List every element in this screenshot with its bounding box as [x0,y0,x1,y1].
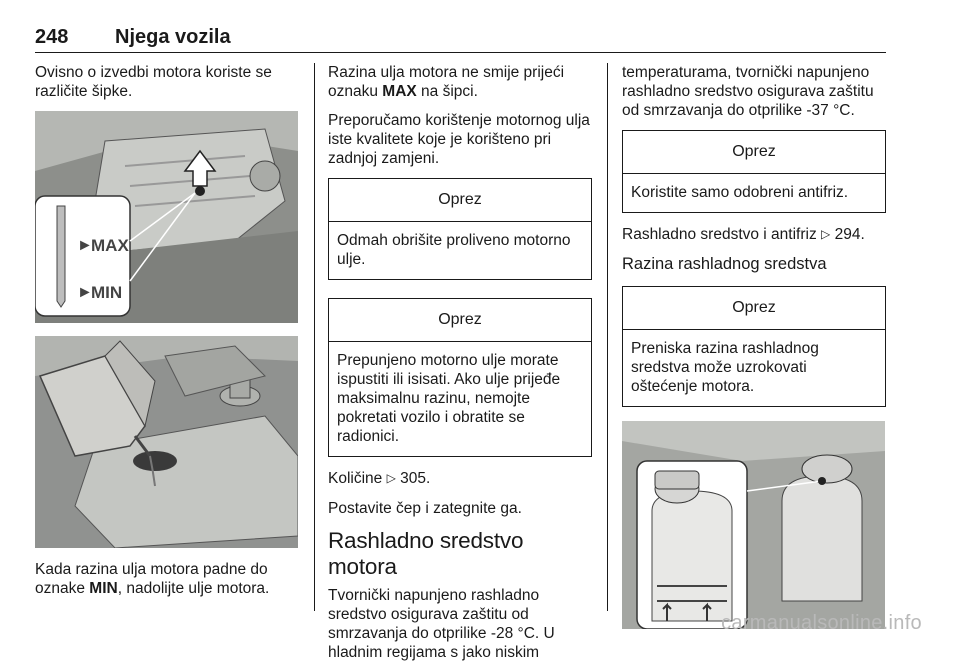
caution-body: Koristite samo odobreni antifriz. [631,184,849,201]
svg-text:►: ► [77,284,93,301]
column-divider-1 [314,63,315,611]
arrow-triangle-icon: ▷ [386,471,396,485]
caution-title: Oprez [623,131,885,174]
caution-box-antifreeze [622,130,886,213]
coolant-paragraph: Tvornički napunjeno rashladno sredstvo osigurava zaštitu od smrzavanja do otprilike -28 °C. U hladnim regijama s jako niskim [328,587,555,661]
subheading-coolant-level: Razina rashladnog sredstva [622,255,827,273]
continued-paragraph: temperaturama, tvornički napunjeno rashladno sredstvo osigurava zaštitu od smrzavanja do otprilike -37 °C. [622,64,874,119]
antifreeze-reference: Rashladno sredstvo i antifriz ▷ 294. [622,226,865,243]
refill-caption: Kada razina ulja motora padne do oznake MIN, nadolijte ulje motora. [35,561,270,597]
column-2 [328,63,592,672]
chapter-title: Njega vozila [115,26,231,48]
dipstick-engine-photo [35,111,298,323]
coolant-reservoir-photo [622,421,885,629]
column-3 [622,63,886,629]
quantities-page-link[interactable]: 305. [400,470,431,487]
cap-instruction: Postavite čep i zategnite ga. [328,500,522,517]
caution-body: Odmah obrišite proliveno motorno ulje. [337,232,571,268]
column-divider-2 [607,63,608,611]
recommend-paragraph: Preporučamo korištenje motornog ulja iste kvalitete koje je korišteno pri zadnjoj zamjeni. [328,112,590,167]
caution-body: Prepunjeno motorno ulje morate ispustiti ili isisati. Ako ulje prijeđe maksimalnu razinu, nemojte pokretati vozilo i obratite se radionici. [337,352,561,445]
intro-paragraph: Ovisno o izvedbi motora koriste se različite šipke. [35,64,272,100]
min-bold: MIN [89,580,118,597]
max-mark-label: MAX [91,236,129,255]
max-paragraph: Razina ulja motora ne smije prijeći oznaku MAX na šipci. [328,64,565,100]
arrow-triangle-icon: ▷ [821,227,831,241]
caution-title: Oprez [329,299,591,342]
quantities-reference: Količine ▷ 305. [328,470,431,487]
caution-box-low-coolant [622,286,886,407]
caution-title: Oprez [623,287,885,330]
page-number: 248 [35,26,69,48]
antifreeze-page-link[interactable]: 294. [834,226,865,243]
header-divider [35,52,886,53]
caution-body: Preniska razina rashladnog sredstva može uzrokovati oštećenje motora. [631,340,819,395]
section-heading-coolant: Rashladno sredstvo motora [328,528,524,579]
min-mark-label: MIN [91,283,123,302]
svg-text:►: ► [77,237,93,254]
column-1 [35,63,301,608]
caution-box-spilled-oil [328,178,592,280]
watermark: carmanualsonline.info [721,612,922,634]
page-header [35,26,885,52]
caution-box-overfill [328,298,592,457]
oil-refill-photo [35,336,298,548]
caution-title: Oprez [329,179,591,222]
max-bold: MAX [382,83,417,100]
